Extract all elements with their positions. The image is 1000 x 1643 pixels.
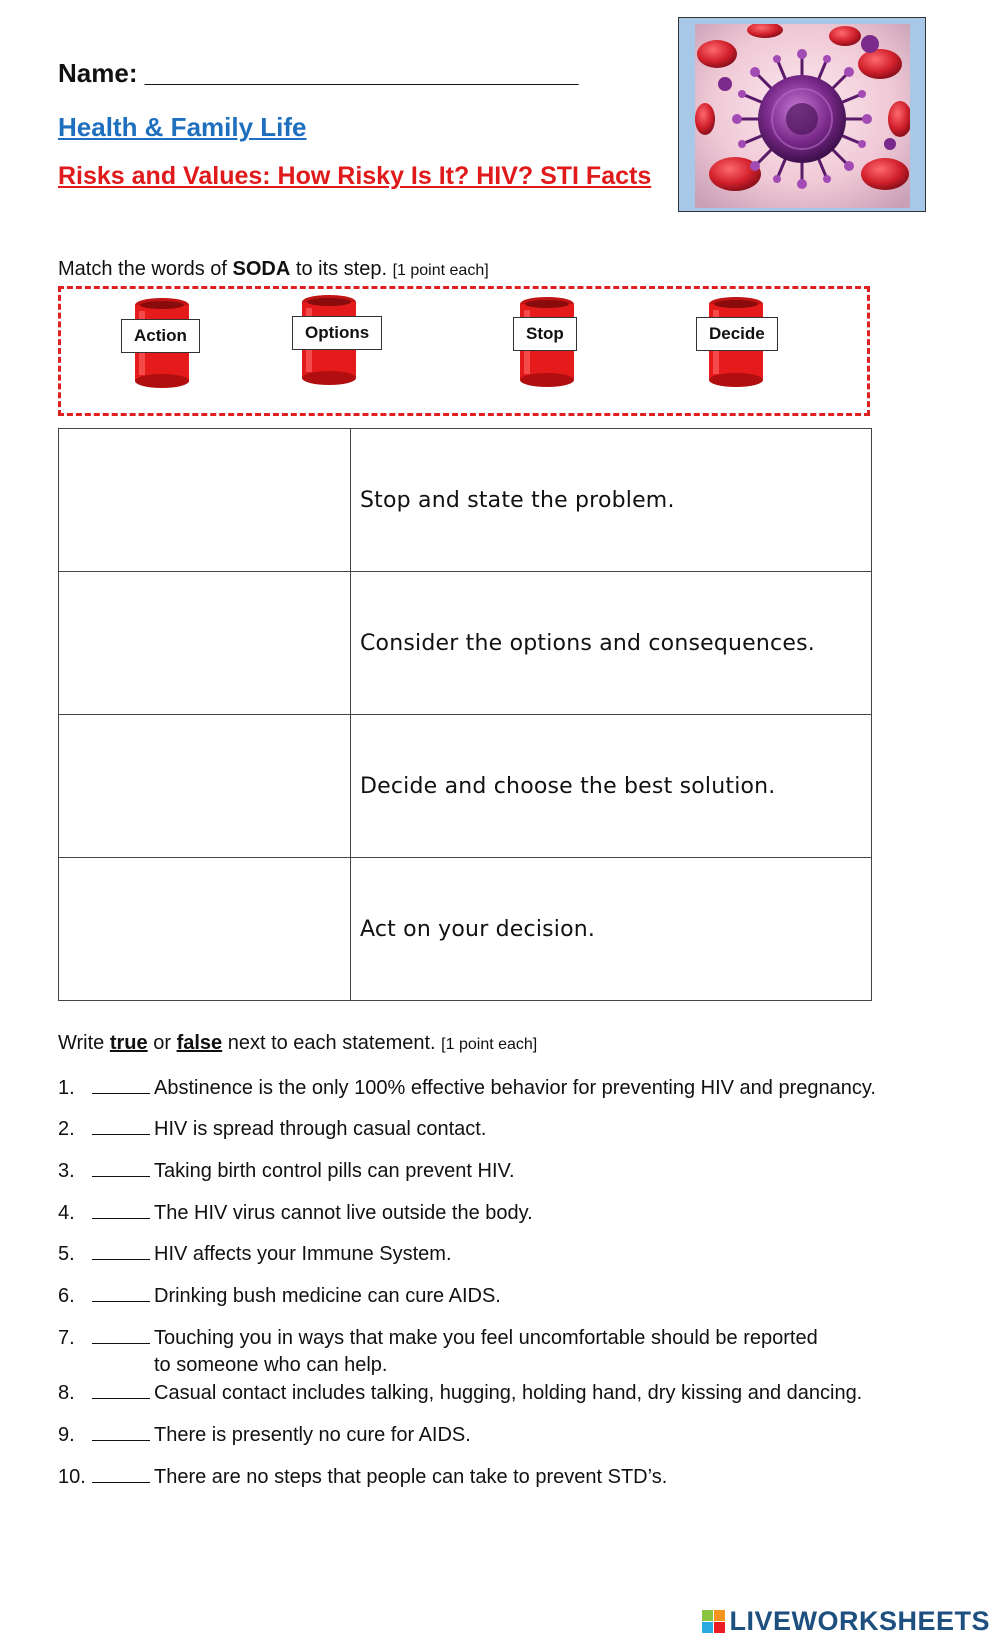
answer-blank[interactable] [92,1422,150,1441]
answer-blank[interactable] [92,1158,150,1177]
answer-blank[interactable] [92,1116,150,1135]
drop-zone[interactable] [59,858,351,1001]
question-text: Touching you in ways that make you feel uncomfortable should be reported [154,1327,818,1349]
virus-illustration [695,24,910,208]
table-row [59,715,872,858]
topic-title: Risks and Values: How Risky Is It? HIV? STI Facts [58,162,652,190]
question-number: 8. [58,1382,75,1404]
question-text: There are no steps that people can take to prevent STD’s. [154,1466,668,1488]
subject-title: Health & Family Life [58,112,307,142]
logo-icon [702,1610,725,1633]
question-text: HIV is spread through casual contact. [154,1118,487,1140]
answer-blank[interactable] [92,1283,150,1302]
table-row [59,858,872,1001]
question-item [58,1464,667,1489]
question-text: HIV affects your Immune System. [154,1243,452,1265]
question-item [58,1158,515,1183]
question-number: 10. [58,1466,86,1488]
question-text: The HIV virus cannot live outside the body. [154,1202,533,1224]
word-tile-decide[interactable]: Decide [696,317,778,351]
question-text: Taking birth control pills can prevent HIV. [154,1160,515,1182]
answer-blank[interactable] [92,1380,150,1399]
question-number: 7. [58,1327,75,1349]
answer-blank[interactable] [92,1325,150,1344]
step-text: Act on your decision. [351,858,872,1001]
question-item [58,1380,862,1405]
step-text: Consider the options and consequences. [351,572,872,715]
question-text: Casual contact includes talking, hugging, holding hand, dry kissing and dancing. [154,1382,863,1404]
step-text: Stop and state the problem. [351,429,872,572]
question-number: 1. [58,1077,75,1099]
virus-image [678,17,926,212]
answer-blank[interactable] [92,1075,150,1094]
question-item [58,1325,818,1377]
soda-match-table [58,428,872,1001]
question-text: There is presently no cure for AIDS. [154,1424,471,1446]
word-tile-action[interactable]: Action [121,319,200,353]
question-number: 5. [58,1243,75,1265]
question-item [58,1116,486,1141]
question-text: Abstinence is the only 100% effective behavior for preventing HIV and pregnancy. [154,1077,876,1099]
liveworksheets-logo [702,1606,990,1637]
question-item [58,1422,471,1447]
question-number: 9. [58,1424,75,1446]
question-number: 6. [58,1285,75,1307]
table-row [59,572,872,715]
word-tile-options[interactable]: Options [292,316,382,350]
table-row [59,429,872,572]
answer-blank[interactable] [92,1241,150,1260]
question-number: 4. [58,1202,75,1224]
question-text-continued: to someone who can help. [154,1354,388,1376]
question-text: Drinking bush medicine can cure AIDS. [154,1285,501,1307]
answer-blank[interactable] [92,1464,150,1483]
drop-zone[interactable] [59,715,351,858]
name-field-label: Name: ______________________________ [58,58,579,88]
drop-zone[interactable] [59,429,351,572]
word-tile-stop[interactable]: Stop [513,317,577,351]
question-item [58,1075,876,1100]
question-item [58,1283,501,1308]
question-number: 2. [58,1118,75,1140]
match-instructions: Match the words of SODA to its step. [1 point each] [58,258,489,280]
step-text: Decide and choose the best solution. [351,715,872,858]
word-bank [58,286,870,416]
question-number: 3. [58,1160,75,1182]
drop-zone[interactable] [59,572,351,715]
logo-text: LIVEWORKSHEETS [729,1606,990,1636]
true-false-instructions: Write true or false next to each statement. [1 point each] [58,1032,538,1054]
answer-blank[interactable] [92,1200,150,1219]
question-item [58,1200,533,1225]
question-item [58,1241,452,1266]
